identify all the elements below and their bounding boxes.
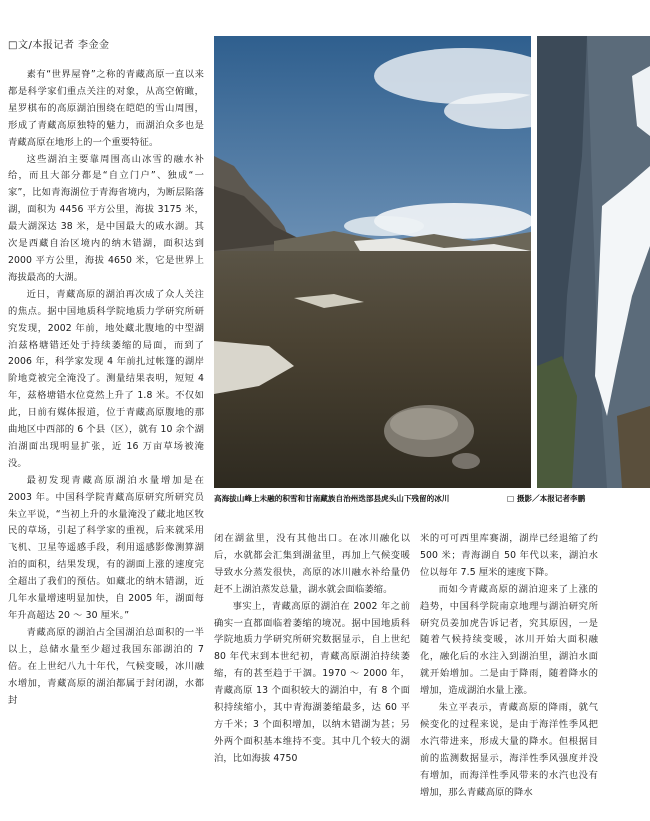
article-column-2	[214, 531, 410, 768]
paragraph: 而如今青藏高原的湖泊迎来了上涨的趋势，中国科学院南京地理与湖泊研究所研究员姜加虎告诉记者，究其原因，一是随着气候持续变暖，冰川开始大面积融化，融化后的水注入到湖泊里，湖泊水面就开始增加。二是由于降雨，随着降水的增加，造成湖泊水量上涨。	[420, 583, 598, 697]
paragraph: 素有“世界屋脊”之称的青藏高原一直以来都是科学家们重点关注的对象，从高空俯瞰，星罗棋布的高原湖泊围绕在皑皑的雪山周围，形成了青藏高原独特的魅力，而湖泊众多也是青藏高原在地形上的一个重要特征。	[8, 69, 204, 148]
glacier-cliff-photo	[537, 36, 650, 488]
paragraph: 最初发现青藏高原湖泊水量增加是在 2003 年。中国科学院青藏高原研究所研究员朱立平说，“当初上升的水量淹没了藏北地区牧民的草场，引起了科学家的重视，后来就采用飞机、卫星等遥感手段，利用遥感影像测算湖泊的面积，结果发现，有的湖面上涨的速度完全超出了我们的预估。如藏北的纳木错湖，近几年水量增速明显加快，自 2005 年，湖面每年升高超达 20 ～ 30 厘米。”	[8, 474, 204, 621]
photo-caption: 高海拔山峰上未融的积雪和甘南藏族自治州迭部县虎头山下残留的冰川	[214, 494, 450, 503]
paragraph: 这些湖泊主要靠周围高山冰雪的融水补给，而且大部分都是“自立门户”、独成“一家”，比如青海湖位于青海省境内，为断层陷落湖，面积为 4456 平方公里，海拔 3175 米，最大湖深达 38 米，是中国最大的咸水湖。其次是西藏自治区境内的纳木错湖，面积达到 2000 平方公里，海拔 4650 米，它是世界上海拔最高的大湖。	[8, 153, 204, 283]
byline: □文/本报记者 李金金	[8, 40, 110, 51]
mountain-landscape-photo	[214, 36, 531, 488]
paragraph: 米的可可西里库赛湖，湖岸已经退缩了约 500 米；青海湖自 50 年代以来，湖泊水位以每年 7.5 厘米的速度下降。	[420, 533, 598, 578]
article-column-3	[420, 531, 598, 802]
photo-credit: □ 摄影／本报记者李鹏	[507, 494, 586, 503]
paragraph: 事实上，青藏高原的湖泊在 2002 年之前确实一直都面临着萎缩的境况。据中国地质科学院地质力学研究所研究数据显示，自上世纪 80 年代末到本世纪初，青藏高原湖泊持续萎缩，有的甚至趋于干涸。1970 ～ 2000 年，青藏高原 13 个面积较大的湖泊中，有 8 个面积持续缩小，其中青海湖萎缩最多，达 60 平方千米；3 个面积增加，以纳木错湖为甚；另外两个面积基本维持不变。其中几个较大的湖泊，比如海拔 4750	[214, 600, 410, 764]
article-column-1	[8, 67, 204, 709]
paragraph: 闭在湖盆里，没有其他出口。在冰川融化以后，水就都会汇集到湖盆里，再加上气候变暖导致水分蒸发很快，高原的冰川融水补给量仍赶不上湖泊蒸发总量，湖水就会面临萎缩。	[214, 533, 410, 595]
paragraph: 朱立平表示，青藏高原的降雨，就气候变化的过程来说，是由于海洋性季风把水汽带进来，形成大量的降水。但根据目前的监测数据显示，海洋性季风强度并没有增加，而海洋性季风带来的水汽也没有增加，那么青藏高原的降水	[420, 702, 598, 798]
paragraph: 近日，青藏高原的湖泊再次成了众人关注的焦点。据中国地质科学院地质力学研究所研究发现，2002 年前，地处藏北腹地的中型湖泊兹格塘错还处于持续萎缩的局面，而到了 2006 年，科学家发现 4 年前扎过帐篷的湖岸阶地竟被完全淹没了。测量结果表明，短短 4 年，兹格塘错水位竟然上升了 1.8 米。不仅如此，日前有媒体报道，位于青藏高原腹地的那曲地区中西部的 6 个县（区），就有 10 余个湖泊湖面出现明显扩张，近 16 万亩草场被淹没。	[8, 288, 204, 469]
paragraph: 青藏高原的湖泊占全国湖泊总面积的一半以上，总储水量至少超过我国东部湖泊的 7 倍。在上世纪八九十年代，气候变暖，冰川融水增加，青藏高原的湖泊都属于封闭湖，水都封	[8, 626, 204, 706]
